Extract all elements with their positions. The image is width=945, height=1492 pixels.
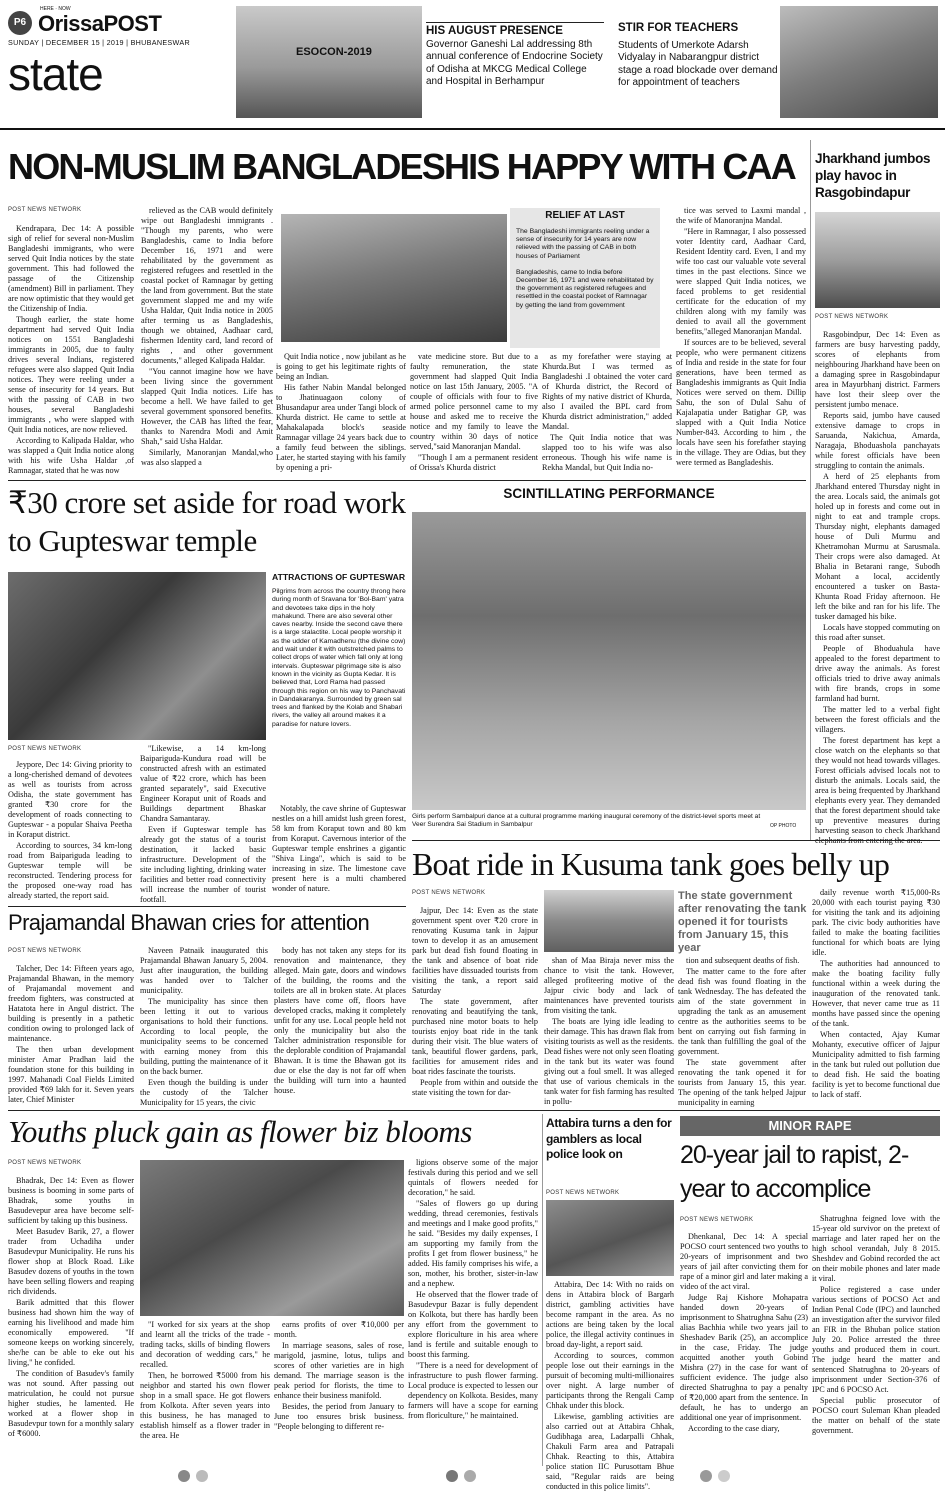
flower-paragraph: In marriage seasons, sales of rose, marigold, jasmine, lotus, tulips and scores of other varieties are in high demand. The marriage season is the peak period for florists, the time to enhance their business manifold.	[274, 1341, 404, 1400]
kusuma-paragraph: The state government, after renovating and beautifying the tank, purchased nine motor boats to help tourists enjoy boat ride in the tank during their visit. The blue waters of tank, beautiful flower gardens, park, facilities for amusement rides and boat rides fascinate the tourists.	[412, 997, 538, 1076]
kusuma-column-2	[544, 956, 674, 1104]
kusuma-paragraph: tion and subsequent deaths of fish.	[686, 956, 800, 965]
dateline: SUNDAY | DECEMBER 15 | 2019 | BHUBANESWAR	[8, 38, 190, 47]
registration-mark	[178, 1470, 190, 1482]
kusuma-paragraph: When contacted, Ajay Kumar Mohanty, executive officer of Jajpur Municipality admitted to fish farming in the tank but ruled out pollution due to dead fish. He said the boating facility is yet to become functional due to lack of staff.	[812, 1030, 940, 1099]
promo-august-photo	[236, 6, 422, 118]
flower-paragraph: earns profits of over ₹10,000 per month.	[274, 1320, 404, 1339]
attractions-title: ATTRACTIONS OF GUPTESWAR	[272, 572, 406, 582]
jumbos-paragraph: Locals have stopped commuting on this road after sunset.	[815, 623, 940, 642]
caa-paragraph: vate medicine store. But due to a faulty remuneration, the state government had slapped Quit India notice on last 15th January, 2005. "A couple of officials with four to five armed police personnel came to my house and asked me to receive the notice and my family to leave the country within 30 days of notice served,"said Manoranjan Mandal.	[410, 352, 538, 451]
flower-column-1	[8, 1176, 134, 1466]
flower-paragraph: Meet Basudev Barik, 27, a flower trader from Uchadiha under Basudevpur Municipality. He runs his flower shop at Block Road. Like Basudev dozens of youths in the town have been selling flowers and reaping rich dividends.	[8, 1227, 134, 1296]
jumbos-headline: Jharkhand jumbos play havoc in Rasgobindapur	[815, 151, 931, 200]
promo-august-banner: ESOCON-2019	[296, 46, 372, 58]
jumbos-paragraph: Reports said, jumbo have caused extensive damage to crops in Saruanda, Nakichua, Amarda, Naragaja, Bhoduashola panchayats while forest officials have been struggling to contain the animals.	[815, 411, 940, 470]
flower-photo	[140, 1160, 404, 1316]
jumbos-photo	[815, 212, 940, 308]
registration-mark	[464, 1470, 476, 1482]
caa-column-1	[8, 224, 134, 475]
attabira-byline: POST NEWS NETWORK	[546, 1190, 620, 1196]
masthead	[0, 0, 945, 128]
rape-kicker: MINOR RAPE	[680, 1116, 940, 1136]
promo-august-text: Governor Ganeshi Lal addressing 8th annual conference of Endocrine Society of Odisha at MKCG Medical College and Hospital in Berhampur	[426, 39, 603, 88]
flower-paragraph: ligions observe some of the major festivals during this period and we sell quintals of flowers needed for decoration," he said.	[408, 1158, 538, 1197]
scintillating-caption: Girls perform Sambalpuri dance at a cultural programme marking inaugural ceremony of the district-level sports meet at Veer Surendra Sai Stadium in Sambalpur	[412, 813, 761, 828]
flower-column-2	[140, 1320, 270, 1466]
gupteswar-photo	[8, 572, 266, 740]
attabira-divider	[542, 1114, 543, 1466]
kusuma-column-4	[812, 888, 940, 1104]
attabira-headline: Attabira turns a den for gamblers as local police look on	[546, 1116, 672, 1161]
kusuma-paragraph: The matter came to the fore after dead fish was found floating in the tank Wednesday. The has defeated the aim of the state government in upgrading the tank as an amusement centre as the authorities seems to be bent on carrying out fish farming in the tank than fulfilling the goal of the government.	[678, 967, 806, 1056]
prajamandal-paragraph: body has not taken any steps for its renovation and maintenance, they alleged. Main gate, doors and windows of the building, the rooms and the toilets are all in broken state. At places plasters have come off, floors have developed cracks, making it completely unfit for any use. Local people held not only the municipality but also the Talcher administration responsible for the deplorable condition of Prajamandal Bhawan. It is time the Bhawan got its due or else the day is not far off when the building will turn into a haunted house.	[274, 946, 406, 1095]
prajamandal-paragraph: Even though the building is under the custody of the Talcher Municipality for 15 years, the civic	[140, 1078, 268, 1107]
caa-paragraph: "Though I am a permanent resident of Orissa's Khurda district	[410, 453, 538, 472]
jumbos-paragraph: Rasgobindpur, Dec 14: Even as farmers are busy harvesting paddy, scores of elephants from neighbouring Jharkhand have been on a damaging spree in Rasgobindapur area in Mayurbhanj district. Farmers have lost their sleep over the persistent jumbo menace.	[815, 330, 940, 409]
gupteswar-paragraph: Jeypore, Dec 14: Giving priority to a long-cherished demand of devotees as well as tourists from across Odisha, the state government has granted ₹30 crore for the development of roads connecting to Gupteswar - a popular Shaiva Peetha in Koraput district.	[8, 760, 132, 839]
promo-august-title: HIS AUGUST PRESENCE	[426, 25, 563, 37]
caa-column-4	[410, 352, 538, 476]
registration-mark	[700, 1470, 712, 1482]
promo-teachers-text: Students of Umerkote Adarsh Vidyalay in Nabarangpur district stage a road blockade over demand for appointment of teachers	[618, 40, 778, 89]
kusuma-pull-quote: The state government after renovating the tank opened it for tourists from January 15, this year	[678, 890, 807, 954]
flower-paragraph: Bhadrak, Dec 14: Even as flower business is booming in some parts of Bhadrak, some youths in Basudevepur area have become self-sufficient by taking up this business.	[8, 1176, 134, 1225]
page-number-badge: P6	[8, 11, 32, 35]
flower-byline: POST NEWS NETWORK	[8, 1160, 82, 1166]
caa-paragraph: The Quit India notice that was slapped too to his wife was also erroneous. Though his wife name is Rekha Mandal, but Quit India no-	[542, 433, 672, 472]
flower-paragraph: "Sales of flowers go up during wedding, thread ceremonies, festivals and meetings and I make good profits," he said. "Besides my daily expenses, I am supporting my family from the profits I get from flower business," he added. His family comprises his wife, a son, mother, his brother, sister-in-law and a nephew.	[408, 1199, 538, 1288]
kusuma-paragraph: People from within and outside the state visiting the town for dar-	[412, 1078, 538, 1097]
registration-mark	[196, 1470, 208, 1482]
caa-paragraph: tice was served to Laxmi mandal , the wife of Manoranjna Mandal.	[676, 206, 806, 225]
caa-headline: NON-MUSLIM BANGLADESHIS HAPPY WITH CAA	[8, 146, 795, 187]
section-rule	[8, 480, 806, 481]
kusuma-headline: Boat ride in Kusuma tank goes belly up	[412, 846, 890, 882]
relief-point-1: The Bangladeshi immigrants reeling under a sense of insecurity for 14 years are now relieved with the passing of CAB in both houses of Parliament	[516, 228, 650, 260]
rape-byline: POST NEWS NETWORK	[680, 1217, 754, 1223]
attractions-text: Pilgrims from across the country throng here during month of Sravana for 'Bol-Bam' yatra and devotees take dips in the holy mahakund. There are also several other caves nearby. Inside the second cave there is a large stalactite. Local people worship it as the udder of Kamadhenu (the divine cow) and wait under it with outstretched palms to collect drops of water which fall only at long intervals. Gupteswar pilgrimage site is also known in the vicinity as Gupta Kedar. It is believed that, Lord Rama had passed through this region on his way to Panchavati in Dandakaranya. Surrounded by green sal trees and flanked by the Kolab and Shabari rivers, the valley all around makes it a paradise for nature lovers.	[272, 588, 406, 728]
kusuma-paragraph: shan of Maa Biraja never miss the chance to visit the tank. However, alleged profiteering motive of the Jajpur civic body and lack of maintenances have prevented tourists from visiting the tank.	[544, 956, 674, 1015]
right-column-divider	[810, 140, 811, 840]
prajamandal-column-2	[140, 946, 268, 1107]
prajamandal-column-3	[274, 946, 406, 1104]
rape-paragraph: According to the case diary,	[688, 1424, 780, 1433]
caa-paragraph: Though earlier, the state home department had served Quit India notices on 1551 Bangladeshi immigrants in 2005, due to faulty drives several Indians, registered refugees were also slapped Quit India notices. They were reeling under a sense of insecurity for 14 years. But with the passing of CAB in two houses, several Bangladeshi immigrants , who were slapped with Quit India notices, are now relieved.	[8, 315, 134, 434]
caa-paragraph: His father Nabin Mandal belonged to Jhatinuagaon colony of Bhusandapur area under Tangi block of Khurda district. He came to settle at Mahakalapada block's seaside Ramnagar village 24 years back due to a family feud between the siblings. Later, he started staying with his family by opening a pri-	[276, 383, 406, 472]
brand-logo	[38, 11, 161, 37]
jumbos-paragraph: A herd of 25 elephants from Jharkhand entered Thursday night in the area. Locals said, the animals got holed up in forests and come out in night to eat and trample crops. Thursday night, elephants damaged house of Duli Murmu and Khetramohan Murmu at Sarusmala. Their crops were also damaged. At Bhalia in Betarani range, Subodh Mohant a local, accidently encountered a tusker on Basta-Khunta Road Friday afternoon. He left the bike and ran for his life. The tusker damaged his bike.	[815, 472, 940, 621]
kusuma-photo	[544, 890, 674, 952]
caa-column-3	[276, 352, 406, 476]
caa-paragraph: Quit India notice , now jubilant as he is going to get his legitimate rights of being an Indian.	[276, 352, 406, 381]
prajamandal-column-1	[8, 964, 134, 1104]
flower-paragraph: "I worked for six years at the shop and learnt all the tricks of the trade - trading tacks, skills of binding flowers and decoration of wedding cars," he recalled.	[140, 1320, 270, 1369]
promo-teachers-photo	[780, 6, 938, 118]
kusuma-paragraph: daily revenue worth ₹15,000-Rs 20,000 with each tourist paying ₹30 for visiting the tank and its adjoining park. The civic body authorities have failed to make the boating facilities functional for which boats are lying idle.	[812, 888, 940, 957]
kusuma-column-3	[678, 956, 806, 1107]
jumbos-paragraph: The matter led to a verbal fight between the forest officials and the villagers.	[815, 705, 940, 734]
attabira-paragraph: Attabira, Dec 14: With no raids on dens in Attabira block of Bargarh district, gambling activities have become rampant in the area. As no actions are being taken by the local police, the illegal activity continues in broad day-light, a report said.	[546, 1280, 674, 1349]
caa-paragraph: According to Kalipada Haldar, who was slapped a Quit India notice along with his wife Usha Haldar ,of Ramnagar, stated that he was now	[8, 436, 134, 475]
section-rule	[412, 840, 940, 841]
caa-column-5	[542, 352, 672, 476]
attractions-box	[272, 572, 406, 802]
jumbos-body	[815, 330, 940, 842]
photo-credit: OP PHOTO	[770, 823, 797, 829]
jumbos-byline: POST NEWS NETWORK	[815, 314, 889, 320]
caa-paragraph: Similarly, Manoranjan Mandal,who was also slapped a	[141, 448, 273, 467]
gupteswar-paragraph: Notably, the cave shrine of Gupteswar nestles on a hill amidst lush green forest, 58 km from Koraput town and 80 km from Koraput. Cavernous interior of the Gupteswar temple enshrines a gigantic "Shiva Linga", which is said to be increasing in size. The limestone cave present here is a multi chambered wonder of nature.	[272, 804, 406, 893]
rape-paragraph: Police registered a case under various sections of POCSO Act and Indian Penal Code (IPC) and launched an investigation after the survivor filed an FIR in the Bhuban police station July 20. Police arrested the three youths and produced them in court. The judge heard the matter and sentenced Shatrughna to 20-years of imprisonment under Section-376 of IPC and 6 POCSO Act.	[812, 1285, 940, 1394]
relief-point-2: Bangladeshis, came to India before December 16, 1971 and were rehabilitated by the government as registered refugees and resettled in the coastal pocket of Ramnagar by getting the land from government	[516, 268, 654, 309]
rape-column-1	[680, 1232, 808, 1466]
relief-title: RELIEF AT LAST	[545, 210, 625, 221]
flower-paragraph: He observed that the flower trade of Basudevpur Bazar is fully dependent on Kolkota, but there has hardly been any effort from the government to explore floriculture in his area where land is fertile and suitable enough to boost this farming.	[408, 1290, 538, 1359]
gupteswar-column-1	[8, 760, 132, 902]
rape-paragraph: Shatrughna feigned love with the 15-year old survivor on the pretext of marriage and later raped her on the high school verandah, July 8 2015. Sheshdev and Gobind recorded the act on their mobile phones and later made it viral.	[812, 1214, 940, 1283]
attabira-body	[546, 1280, 674, 1491]
attabira-photo	[546, 1200, 674, 1276]
gupteswar-paragraph: Even if Gupteswar temple has already got the status of a tourist destination, it lacked basic infrastructure. Development of the site including lighting, drinking water facilities and better road connectivity will increase the number of tourist footfall.	[140, 825, 266, 904]
rape-headline: 20-year jail to rapist, 2-year to accomplice	[680, 1141, 909, 1203]
section-title: state	[8, 48, 103, 100]
scintillating-title: SCINTILLATING PERFORMANCE	[503, 486, 715, 501]
gupteswar-headline: ₹30 crore set aside for road work to Gupteswar temple	[8, 485, 406, 558]
promo-teachers-title: STIR FOR TEACHERS	[618, 22, 739, 34]
jumbos-paragraph: The forest department has kept a close watch on the elephants so that they would not head towards villages. Forest officials advised locals not to disturb the animals. Locals said, the area is being frequented by Jharkhand elephants every year. They demanded that the forest department should take up preventive measures during harvesting season to check Jharkhand	[815, 736, 940, 835]
section-rule	[8, 1110, 940, 1111]
registration-mark	[718, 1470, 730, 1482]
kusuma-byline: POST NEWS NETWORK	[412, 890, 486, 896]
registration-mark	[446, 1470, 458, 1482]
caa-paragraph: "Here in Ramnagar, I also possessed voter Identity card, Aadhaar Card, Resident Identity card. Even, I and my wife too cast our valuable vote several times in the past elections. Since we were slapped Quit India notices, we faced problems to get residential certificate for the education of my children along with my family was denied to avail all the government benefits,"alleged Manoranjan Mandal.	[676, 227, 806, 336]
brand-tag: HERE · NOW	[40, 6, 71, 12]
gupteswar-byline: POST NEWS NETWORK	[8, 746, 82, 752]
rape-paragraph: Special public prosecutor of POCSO court Suleman Khan pleaded the matter on behalf of the state government.	[812, 1396, 940, 1435]
rape-paragraph: Dhenkanal, Dec 14: A special POCSO court sentenced two youths to 20-years of imprisonment and two years of jail after convicting them for rape of a minor girl and later making a video of the act viral.	[680, 1232, 808, 1291]
flower-column-3	[274, 1320, 404, 1466]
flower-paragraph: "There is a need for development of infrastructure to push flower farming. Local produce is expected to lessen our dependency on Kolkota. Besides, many farmers will have a scope for earning from floriculture," he maintained.	[408, 1361, 538, 1420]
prajamandal-byline: POST NEWS NETWORK	[8, 948, 82, 954]
rape-paragraph: Judge Raj Kishore Mohapatra handed down 20-years of imprisonment to Shatrughna Sahu (23) alias Bachhia while two years jail to Sheshadev Barik (25), an accomplice in the case, Friday. The judge acquitted another youth Gobind Mishra (27) in the case for want of sufficient evidence. The judge also directed Shatrughna to pay a penalty of ₹20,000 apart from the sentence. In default, he has to undergo an additional one year of imprisonment.	[680, 1293, 808, 1422]
prajamandal-paragraph: The then urban development minister Amar Pradhan laid the foundation stone for this building in 1997. Mahanadi Coal Fields Limited provided ₹69 lakh for it. Seven years later, Chief Minister	[8, 1045, 134, 1104]
attabira-paragraph: Likewise, gambling activities are also carried out at Attabira Chhak, Gudibhaga area, Ladarpalli Chhak, Chakuli Farm area and Patrapali Chhak. Reacting to this, Attabira police station IIC Purusottam Bhue said, "Regular raids are being conducted in this police limits".	[546, 1412, 674, 1491]
prajamandal-headline: Prajamandal Bhawan cries for attention	[8, 910, 370, 935]
brand-name-b: POST	[103, 11, 162, 36]
promo-august-box	[426, 22, 604, 89]
gupteswar-column-2	[140, 744, 266, 902]
scintillating-photo	[412, 512, 806, 810]
prajamandal-paragraph: Talcher, Dec 14: Fifteen years ago, Prajamandal Bhawan, in the memory of Prajamandal movement and freedom fighters, was constructed at Hatatota here in Angul district. The building is presently in a pathetic condition owing to prolonged lack of maintenance.	[8, 964, 134, 1043]
caa-paragraph: Kendrapara, Dec 14: A possible sigh of relief for several non-Muslim Bangladeshi immigrants, who were served Quit India notices by the state government. This had followed the passage of the Citizenship (amendment) Bill in parliament. They are now optimistic that they would get the Citizenship of India.	[8, 224, 134, 313]
prajamandal-paragraph: Naveen Patnaik inaugurated this Prajamandal Bhawan January 5, 2004. Just after inauguration, the building was handed over to Talcher municipality.	[140, 946, 268, 995]
masthead-rule	[0, 128, 945, 130]
promo-teachers-box	[618, 22, 778, 90]
caa-column-6	[676, 206, 806, 476]
flower-headline: Youths pluck gain as flower biz blooms	[8, 1114, 472, 1149]
flower-column-4	[408, 1158, 538, 1466]
section-rule	[8, 906, 406, 907]
gupteswar-column-3	[272, 804, 406, 902]
rape-column-2	[812, 1214, 940, 1466]
brand-name-a: Orissa	[38, 11, 104, 36]
gupteswar-paragraph: "Likewise, a 14 km-long Baipariguda-Kundura road will be constructed afresh with an estimated value of ₹22 crore, which has been granted separately", said Executive Engineer Koraput unit of Roads and Buildings department Bhaskar Chandra Samantaray.	[140, 744, 266, 823]
kusuma-column-1	[412, 906, 538, 1104]
caa-byline: POST NEWS NETWORK	[8, 207, 82, 213]
caa-paragraph: "You cannot imagine how we have been living since the government slapped Quit India notices. Life has become a hell. We have failed to get several government sponsored benefits. However, the CAB has lifted the fear, thanks to Narendra Modi and Amit Shah," said Usha Haldar.	[141, 367, 273, 446]
caa-photo	[281, 214, 507, 342]
kusuma-paragraph: Jajpur, Dec 14: Even as the state government spent over ₹20 crore in renovating Kusuma tank in Jajpur town to develop it as an amusement park but dead fish found floating in the tank and absence of boat ride facilities have dissuaded tourists from visiting the tank, a report said Saturday	[412, 906, 538, 995]
kusuma-paragraph: The state government after renovating the tank opened it for tourists from January 15, this year. The opening of the tank helped Jajpur municipality in earning	[678, 1058, 806, 1107]
gupteswar-paragraph: According to sources, 34 km-long road from Baipariguda leading to Gupteswar temple will be reconstructed. Tendering process for the proposed one-way road has already started, the report said.	[8, 841, 132, 900]
flower-paragraph: The condition of Basudev's family was not sound. After passing out matriculation, he could not pursue higher studies, he lamented. He worked at a flower shop in Basudevpur town for a monthly salary of ₹6000.	[8, 1369, 134, 1438]
prajamandal-paragraph: The municipality has since then been letting it out to various organisations to hold their functions. According to local people, the municipality seems to be concerned with earning money from this building, putting the maintenance of it on the back burner.	[140, 997, 268, 1076]
caa-paragraph: as my forefather were staying at Khurda.But I was termed as Bangladeshi .I obtained the voter card of Khurda district, the Record of Rights of my native district of Khurda, also I availed the BPL card from Khurda district administration," added Mandal.	[542, 352, 672, 431]
flower-paragraph: Barik admitted that this flower business had shown him the way of earning his livelihood and made him economically empowered. "If someone keeps on working sincerely, she/he can be able to eke out his living," he confided.	[8, 1298, 134, 1367]
attabira-paragraph: According to sources, common people lose out their earnings in the pursuit of becoming multi-millionaires over night. A large number of participants throng the Rengali Camp Chhak under this block.	[546, 1351, 674, 1410]
caa-paragraph: relieved as the CAB would definitely wipe out Bangladeshi immigrants . "Though my parents, who were Bangladeshis, came to India before December 16, 1971 and were rehabilitated by the government as registered refugees and resettled in the coastal pocket of Ramnagar by getting the land from government. But the state government slapped me and my wife Usha Haldar, Quit India notice in 2005 after terming us as Bangladeshis, though we obtained, Aadhaar card, fishermen Identity card, land record of rights , and other government documents," alleged Kalipada Haldar.	[141, 206, 273, 365]
flower-paragraph: Besides, the period from January to June too ensures brisk business. "People belonging to different re-	[274, 1402, 404, 1431]
kusuma-paragraph: The boats are lying idle leading to their damage. This has drawn flak from visiting tourists as well as the residents. Dead fishes were not only seen floating in the tank but its water was found giving out a foul smell. It was alleged that use of various chemicals in the tank water for fish farming has resulted in pollu-	[544, 1017, 674, 1106]
kusuma-paragraph: The authorities had announced to make the boating facility fully functional within a week during the inauguration of the renovated tank. However, that never came true as 11 months have passed since the opening of the tank.	[812, 959, 940, 1028]
flower-paragraph: Then, he borrowed ₹5000 from his neighbor and started his own flower shop in a small space. He got flowers from Kolkota. After seven years into this business, he has managed to establish himself as a flower trader in the area. He	[140, 1371, 270, 1440]
relief-box	[510, 208, 660, 348]
caa-paragraph: If sources are to be believed, several people, who were permanent citizens of India and reside in the state for four generations, have been termed as Bangladeshis immigrants as Quit India Notices were served on them. Dillip Sahu, the son of Dulal Sahu of Kajalapatia under Batighar GP, was slapped with a Quit India Notice Number-843. According to him , the locals have seen his forefather staying in the village. They are Odias, but they were termed as Bangladeshis.	[676, 338, 806, 467]
jumbos-paragraph: People of Bhoduahula have appealed to the forest department to drive away the animals. As forest officials tried to drive away animals with fire brands, crops in some farmland had burnt.	[815, 644, 940, 703]
